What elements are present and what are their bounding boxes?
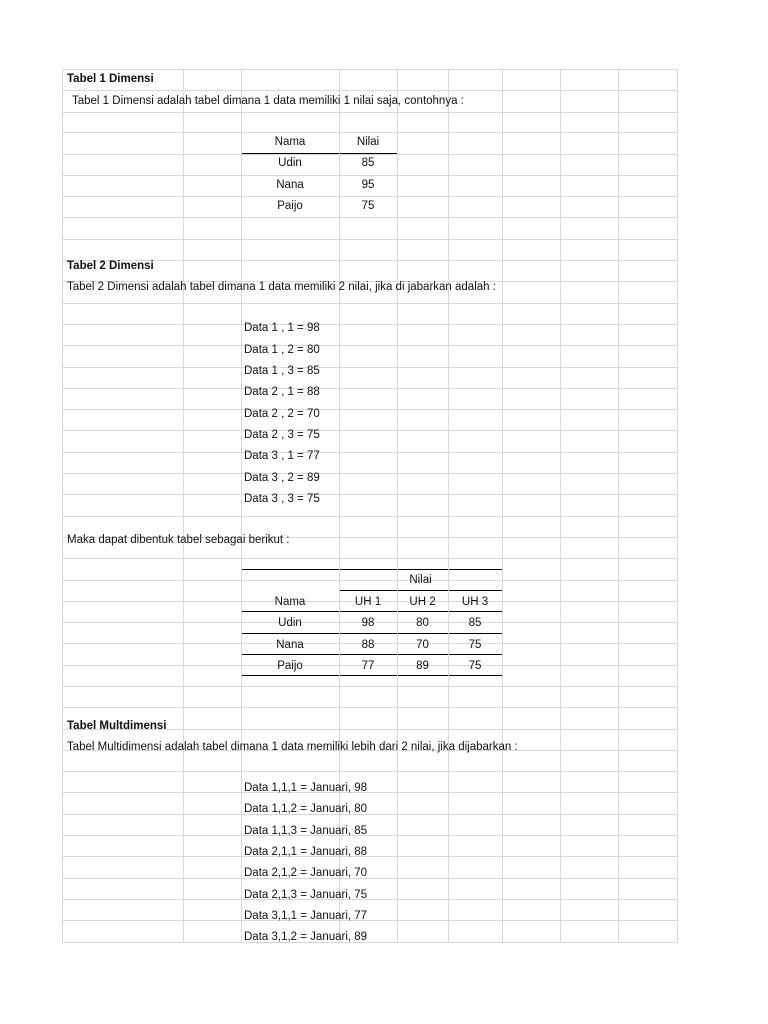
gridline <box>62 90 678 91</box>
t2-cell-value: 75 <box>468 639 482 651</box>
data-item: Data 2 , 1 = 88 <box>244 386 320 398</box>
t2-cell-value: 75 <box>468 660 482 672</box>
section-title-tabel-multidimensi: Tabel Multdimensi <box>67 720 167 732</box>
data-item: Data 3,1,2 = Januari, 89 <box>244 931 368 943</box>
table-border <box>241 633 503 634</box>
gridline <box>62 345 678 346</box>
gridline <box>397 69 398 943</box>
gridline <box>618 69 619 943</box>
data-item: Data 2 , 2 = 70 <box>244 408 320 420</box>
t2-cell-value: 70 <box>416 639 429 651</box>
gridline <box>62 367 678 368</box>
gridline <box>62 942 678 943</box>
section-description-tabel-multidimensi: Tabel Multidimensi adalah tabel dimana 1 data memiliki lebih dari 2 nilai, jika dijabarkan : <box>67 741 518 753</box>
data-item: Data 2 , 3 = 75 <box>244 429 320 441</box>
gridline <box>62 473 678 474</box>
gridline <box>62 239 678 240</box>
t2-subheader: UH 2 <box>409 596 436 608</box>
table-border <box>339 590 503 591</box>
table-border <box>339 569 503 570</box>
gridline <box>62 303 678 304</box>
gridline <box>62 69 678 70</box>
t1-cell-value: 85 <box>361 157 375 169</box>
data-item: Data 3,1,1 = Januari, 77 <box>244 910 368 922</box>
t2-cell-value: 98 <box>361 617 375 629</box>
t2-cell-name: Udin <box>278 617 302 629</box>
t2-subheader: UH 1 <box>354 596 382 608</box>
t2-cell-name: Paijo <box>277 660 303 672</box>
gridline <box>183 69 184 943</box>
gridline <box>560 69 561 943</box>
data-item: Data 3 , 2 = 89 <box>244 472 320 484</box>
data-item: Data 1 , 1 = 98 <box>244 322 320 334</box>
gridline <box>62 132 678 133</box>
gridline <box>62 69 63 943</box>
t2-cell-value: 88 <box>361 639 375 651</box>
t2-subheader: UH 3 <box>461 596 489 608</box>
gridline <box>62 516 678 517</box>
data-item: Data 3 , 1 = 77 <box>244 450 320 462</box>
data-item: Data 1 , 2 = 80 <box>244 344 320 356</box>
data-item: Data 1,1,2 = Januari, 80 <box>244 803 368 815</box>
data-item: Data 2,1,1 = Januari, 88 <box>244 846 368 858</box>
gridline <box>62 878 678 879</box>
gridline <box>502 69 503 943</box>
t2-header-nama: Nama <box>274 596 306 608</box>
t2-cell-value: 80 <box>416 617 429 629</box>
gridline <box>62 430 678 431</box>
gridline <box>62 899 678 900</box>
t1-header-nilai: Nilai <box>356 136 380 148</box>
t1-cell-name: Paijo <box>277 200 303 212</box>
gridline <box>62 707 678 708</box>
gridline <box>62 558 678 559</box>
gridline <box>62 814 678 815</box>
t1-cell-value: 75 <box>361 200 375 212</box>
gridline <box>62 792 678 793</box>
gridline <box>62 835 678 836</box>
gridline <box>62 175 678 176</box>
gridline <box>62 217 678 218</box>
gridline <box>62 494 678 495</box>
gridline <box>62 452 678 453</box>
data-item: Data 1 , 3 = 85 <box>244 365 320 377</box>
t2-cell-name: Nana <box>276 639 304 651</box>
section-title-tabel-1-dimensi: Tabel 1 Dimensi <box>67 73 154 85</box>
data-item: Data 2,1,2 = Januari, 70 <box>244 867 368 879</box>
section-description-tabel-2: Tabel 2 Dimensi adalah tabel dimana 1 data memiliki 2 nilai, jika di jabarkan adalah : <box>67 281 496 293</box>
t2-cell-value: 77 <box>361 660 375 672</box>
section-title-tabel-2-dimensi: Tabel 2 Dimensi <box>67 260 154 272</box>
t2-cell-value: 85 <box>468 617 482 629</box>
gridline <box>62 388 678 389</box>
table-border <box>241 654 503 655</box>
gridline <box>62 112 678 113</box>
data-item: Data 3 , 3 = 75 <box>244 493 320 505</box>
t1-cell-name: Udin <box>278 157 302 169</box>
gridline <box>448 69 449 943</box>
data-item: Data 1,1,3 = Januari, 85 <box>244 825 368 837</box>
t1-cell-value: 95 <box>361 179 375 191</box>
gridline <box>62 920 678 921</box>
conclusion-text: Maka dapat dibentuk tabel sebagai berikut : <box>67 534 290 546</box>
table-border <box>241 611 503 612</box>
t2-group-header-nilai: Nilai <box>409 574 432 586</box>
gridline <box>62 856 678 857</box>
table-border <box>241 675 503 676</box>
t1-cell-name: Nana <box>276 179 304 191</box>
gridline <box>62 686 678 687</box>
gridline <box>677 69 678 943</box>
t2-cell-value: 89 <box>416 660 429 672</box>
table-border <box>241 569 339 570</box>
t1-header-nama: Nama <box>274 136 306 148</box>
gridline <box>62 409 678 410</box>
gridline <box>62 771 678 772</box>
data-item: Data 2,1,3 = Januari, 75 <box>244 889 368 901</box>
data-item: Data 1,1,1 = Januari, 98 <box>244 782 368 794</box>
gridline <box>62 196 678 197</box>
section-description-tabel-1: Tabel 1 Dimensi adalah tabel dimana 1 data memiliki 1 nilai saja, contohnya : <box>72 95 464 107</box>
gridline <box>62 324 678 325</box>
gridline <box>62 260 678 261</box>
gridline <box>62 154 678 155</box>
